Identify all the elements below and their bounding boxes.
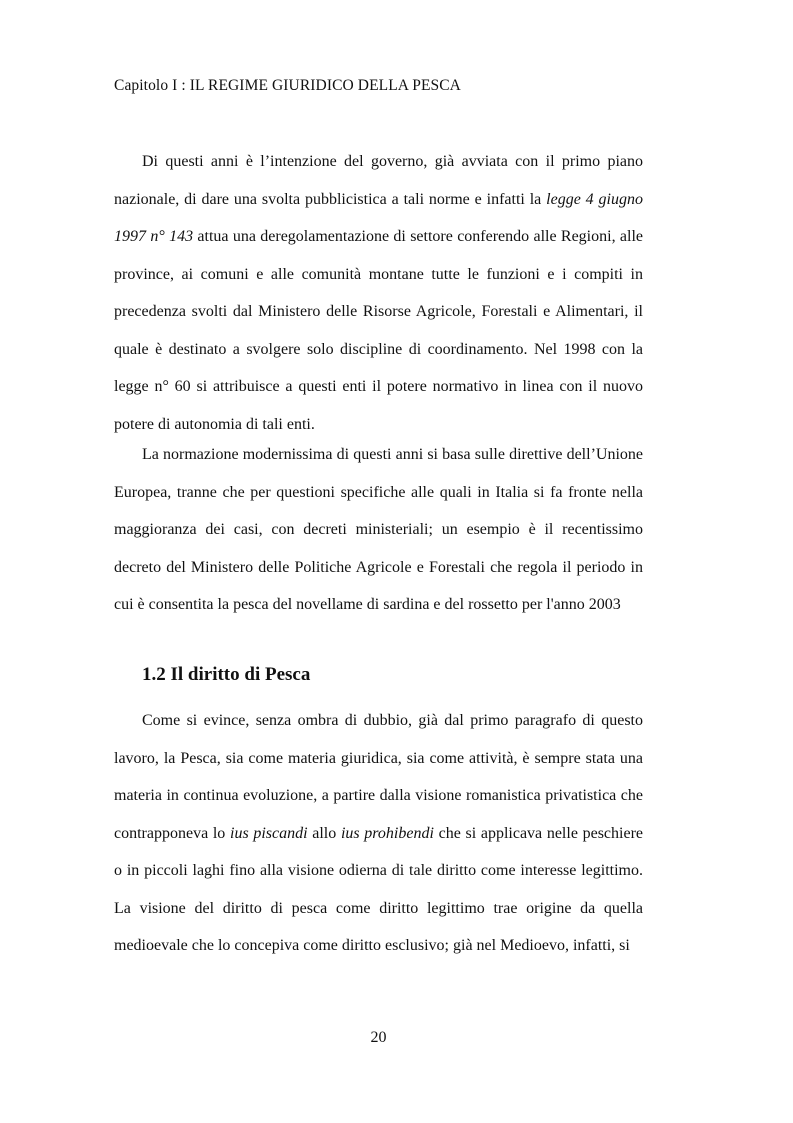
latin-term-ius-prohibendi: ius prohibendi	[340, 824, 434, 842]
law-citation: legge 4 giugno 1997 n° 143	[114, 190, 644, 245]
latin-term-ius-piscandi: ius piscandi	[230, 824, 308, 842]
page-number: 20	[370, 1029, 387, 1046]
section-title: 1.2 Il diritto di Pesca	[142, 664, 311, 685]
chapter-header: Capitolo I : IL REGIME GIURIDICO DELLA PESCA	[114, 77, 461, 94]
paragraph-normazione: La normazione modernissima di questi anni si basa sulle direttive dell’Unione Europea, tranne che per questioni specifiche alle quali in Italia si fa fronte nella maggioranza dei casi, con decreti ministeriali; un esempio è il recentissimo decreto del Ministero delle Politiche Agricole e Forestali che regola il periodo in cui è consentita la pesca del novellame di sardina e del rossetto per l'anno 2003	[114, 446, 643, 613]
paragraph-diritto-pesca	[114, 702, 643, 965]
paragraph-text: Di questi anni è l’intenzione del governo, già avviata con il primo piano nazionale, di dare una svolta pubblicistica a tali norme e infatti la	[114, 153, 643, 208]
paragraph-text: allo	[307, 824, 341, 842]
paragraph-text: attua una deregolamentazione di settore conferendo alle Regioni, alle province, ai comuni e alle comunità montane tutte le funzioni e i compiti in precedenza svolti dal Ministero delle Risorse Agricole, Forestali e Alimentari, il quale è destinato a svolgere solo discipline di coordinamento. Nel 1998 con la legge n° 60 si attribuisce a questi enti il potere normativo in linea con il nuovo potere di autonomia di tali enti.	[114, 228, 644, 433]
paragraph-text: che si applicava nelle peschiere o in piccoli laghi fino alla visione odierna di tale diritto come interesse legittimo. La visione del diritto di pesca come diritto legittimo trae origine da quella medioevale che lo concepiva come diritto esclusivo; già nel Medioevo, infatti, si	[114, 824, 644, 954]
paragraph-legge-1997	[114, 143, 643, 443]
paragraph-text: Come si evince, senza ombra di dubbio, già dal primo paragrafo di questo lavoro, la Pesca, sia come materia giuridica, sia come attività, è sempre stata una materia in continua evoluzione, a partire dalla visione romanistica privatistica che contrapponeva lo	[114, 712, 643, 842]
